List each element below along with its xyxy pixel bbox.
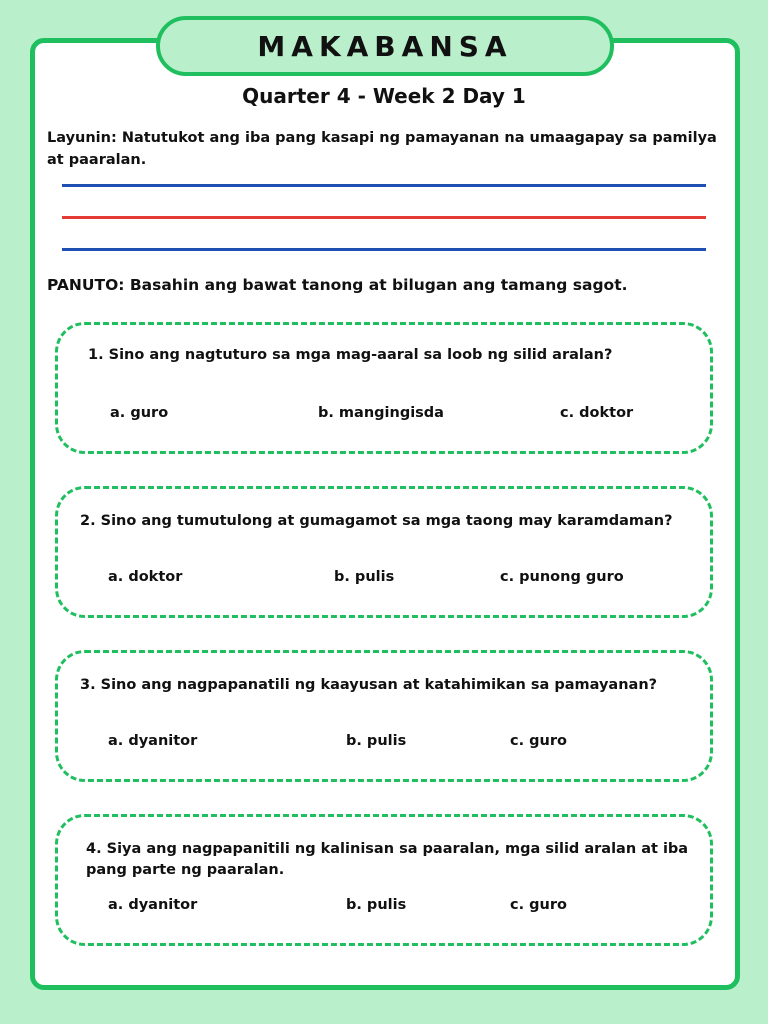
writing-line-blue-bottom bbox=[62, 248, 706, 251]
choice-c[interactable]: c. doktor bbox=[560, 405, 634, 421]
choice-a[interactable]: a. guro bbox=[110, 405, 169, 421]
choice-b[interactable]: b. mangingisda bbox=[318, 405, 444, 421]
choice-b[interactable]: b. pulis bbox=[346, 897, 407, 913]
choice-c[interactable]: c. punong guro bbox=[500, 569, 624, 585]
choice-a[interactable]: a. dyanitor bbox=[108, 733, 198, 749]
question-box-3 bbox=[55, 650, 713, 782]
question-box-4 bbox=[55, 814, 713, 946]
objective-text: Layunin: Natutukot ang iba pang kasapi ng pamayanan na umaagapay sa pamilya at paaralan. bbox=[47, 130, 717, 168]
choice-a[interactable]: a. doktor bbox=[108, 569, 183, 585]
worksheet-title: MAKABANSA bbox=[156, 16, 614, 76]
worksheet-subtitle: Quarter 4 - Week 2 Day 1 bbox=[242, 84, 526, 108]
choice-b[interactable]: b. pulis bbox=[346, 733, 407, 749]
question-box-2 bbox=[55, 486, 713, 618]
instructions-text: PANUTO: Basahin ang bawat tanong at bilugan ang tamang sagot. bbox=[47, 276, 628, 294]
question-box-1 bbox=[55, 322, 713, 454]
choice-b[interactable]: b. pulis bbox=[334, 569, 395, 585]
question-text: 3. Sino ang nagpapanatili ng kaayusan at katahimikan sa pamayanan? bbox=[80, 677, 658, 693]
choice-a[interactable]: a. dyanitor bbox=[108, 897, 198, 913]
writing-line-red-middle bbox=[62, 216, 706, 219]
writing-line-blue-top bbox=[62, 184, 706, 187]
question-text: 4. Siya ang nagpapanitili ng kalinisan sa paaralan, mga silid aralan at iba pang parte ng paaralan. bbox=[86, 841, 689, 878]
question-text: 1. Sino ang nagtuturo sa mga mag-aaral sa loob ng silid aralan? bbox=[88, 347, 613, 363]
question-text: 2. Sino ang tumutulong at gumagamot sa mga taong may karamdaman? bbox=[80, 513, 673, 529]
choice-c[interactable]: c. guro bbox=[510, 733, 567, 749]
choice-c[interactable]: c. guro bbox=[510, 897, 567, 913]
